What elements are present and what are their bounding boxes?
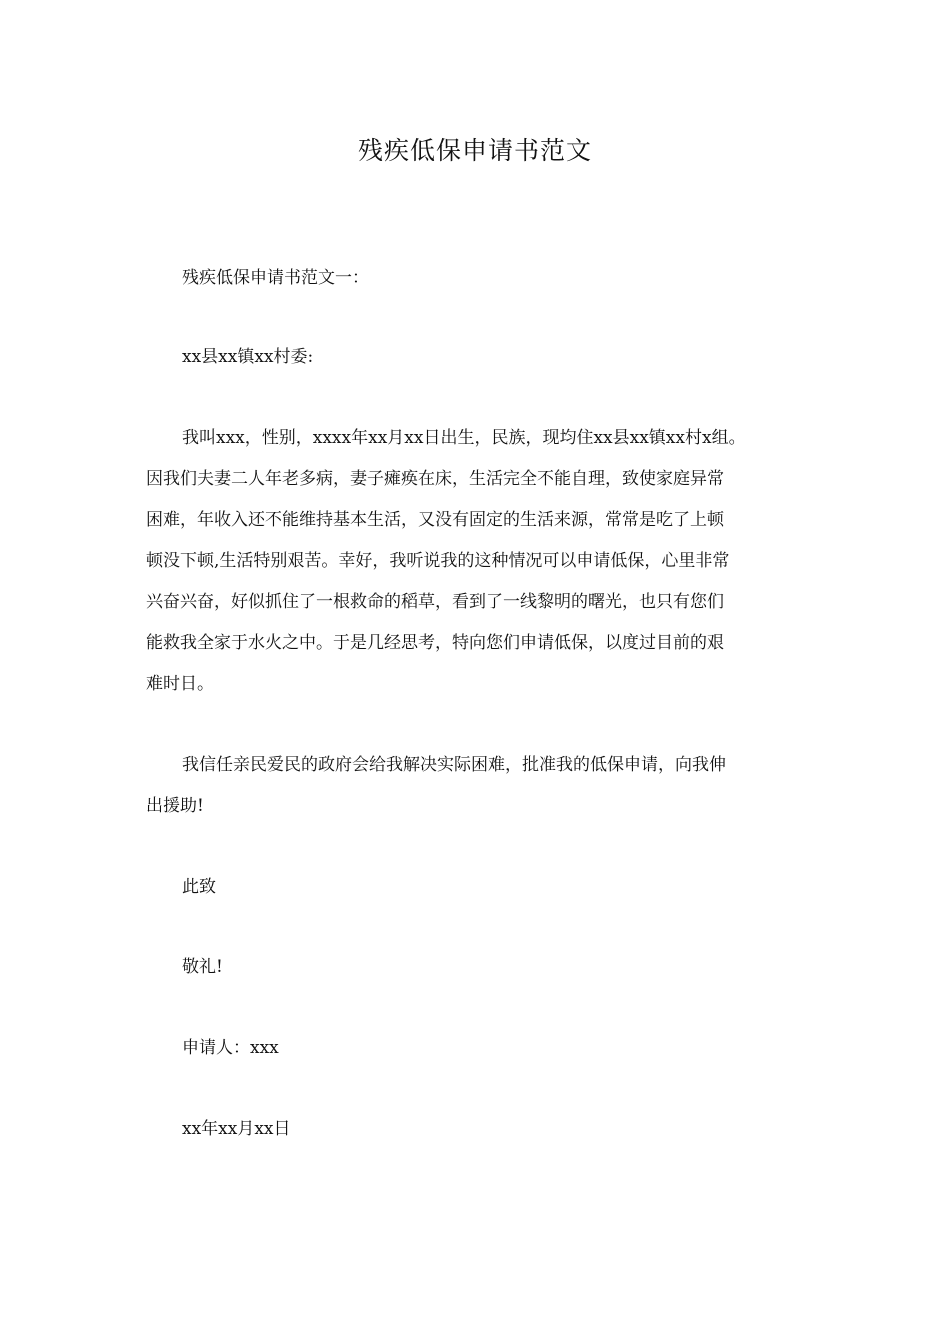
paragraph-line: 困难，年收入还不能维持基本生活，又没有固定的生活来源，常常是吃了上顿 (146, 510, 724, 530)
paragraph-line: 顿没下顿,生活特别艰苦。幸好，我听说我的这种情况可以申请低保，心里非常 (146, 551, 730, 571)
paragraph-line: 我叫xxx，性别，xxxx年xx月xx日出生，民族，现均住xx县xx镇xx村x组。 (182, 428, 746, 448)
document-date: xx年xx月xx日 (182, 1119, 291, 1139)
applicant-signature: 申请人：xxx (182, 1038, 279, 1058)
paragraph-line: 出援助! (146, 796, 204, 816)
closing-regards: 敬礼! (182, 957, 223, 977)
document-title: 残疾低保申请书范文 (357, 136, 592, 165)
paragraph-line: 兴奋兴奋，好似抓住了一根救命的稻草，看到了一线黎明的曙光，也只有您们 (146, 592, 724, 612)
paragraph-line: 难时日。 (146, 674, 214, 694)
paragraph-line: 能救我全家于水火之中。于是几经思考，特向您们申请低保，以度过目前的艰 (146, 633, 724, 653)
section-heading: 残疾低保申请书范文一： (182, 268, 369, 288)
closing-salutation: 此致 (182, 877, 216, 897)
body-paragraph-1 (146, 418, 836, 705)
body-paragraph-2 (146, 745, 836, 827)
addressee: xx县xx镇xx村委: (182, 347, 314, 367)
paragraph-line: 因我们夫妻二人年老多病，妻子瘫痪在床，生活完全不能自理，致使家庭异常 (146, 469, 724, 489)
paragraph-line: 我信任亲民爱民的政府会给我解决实际困难，批准我的低保申请，向我伸 (182, 755, 726, 775)
